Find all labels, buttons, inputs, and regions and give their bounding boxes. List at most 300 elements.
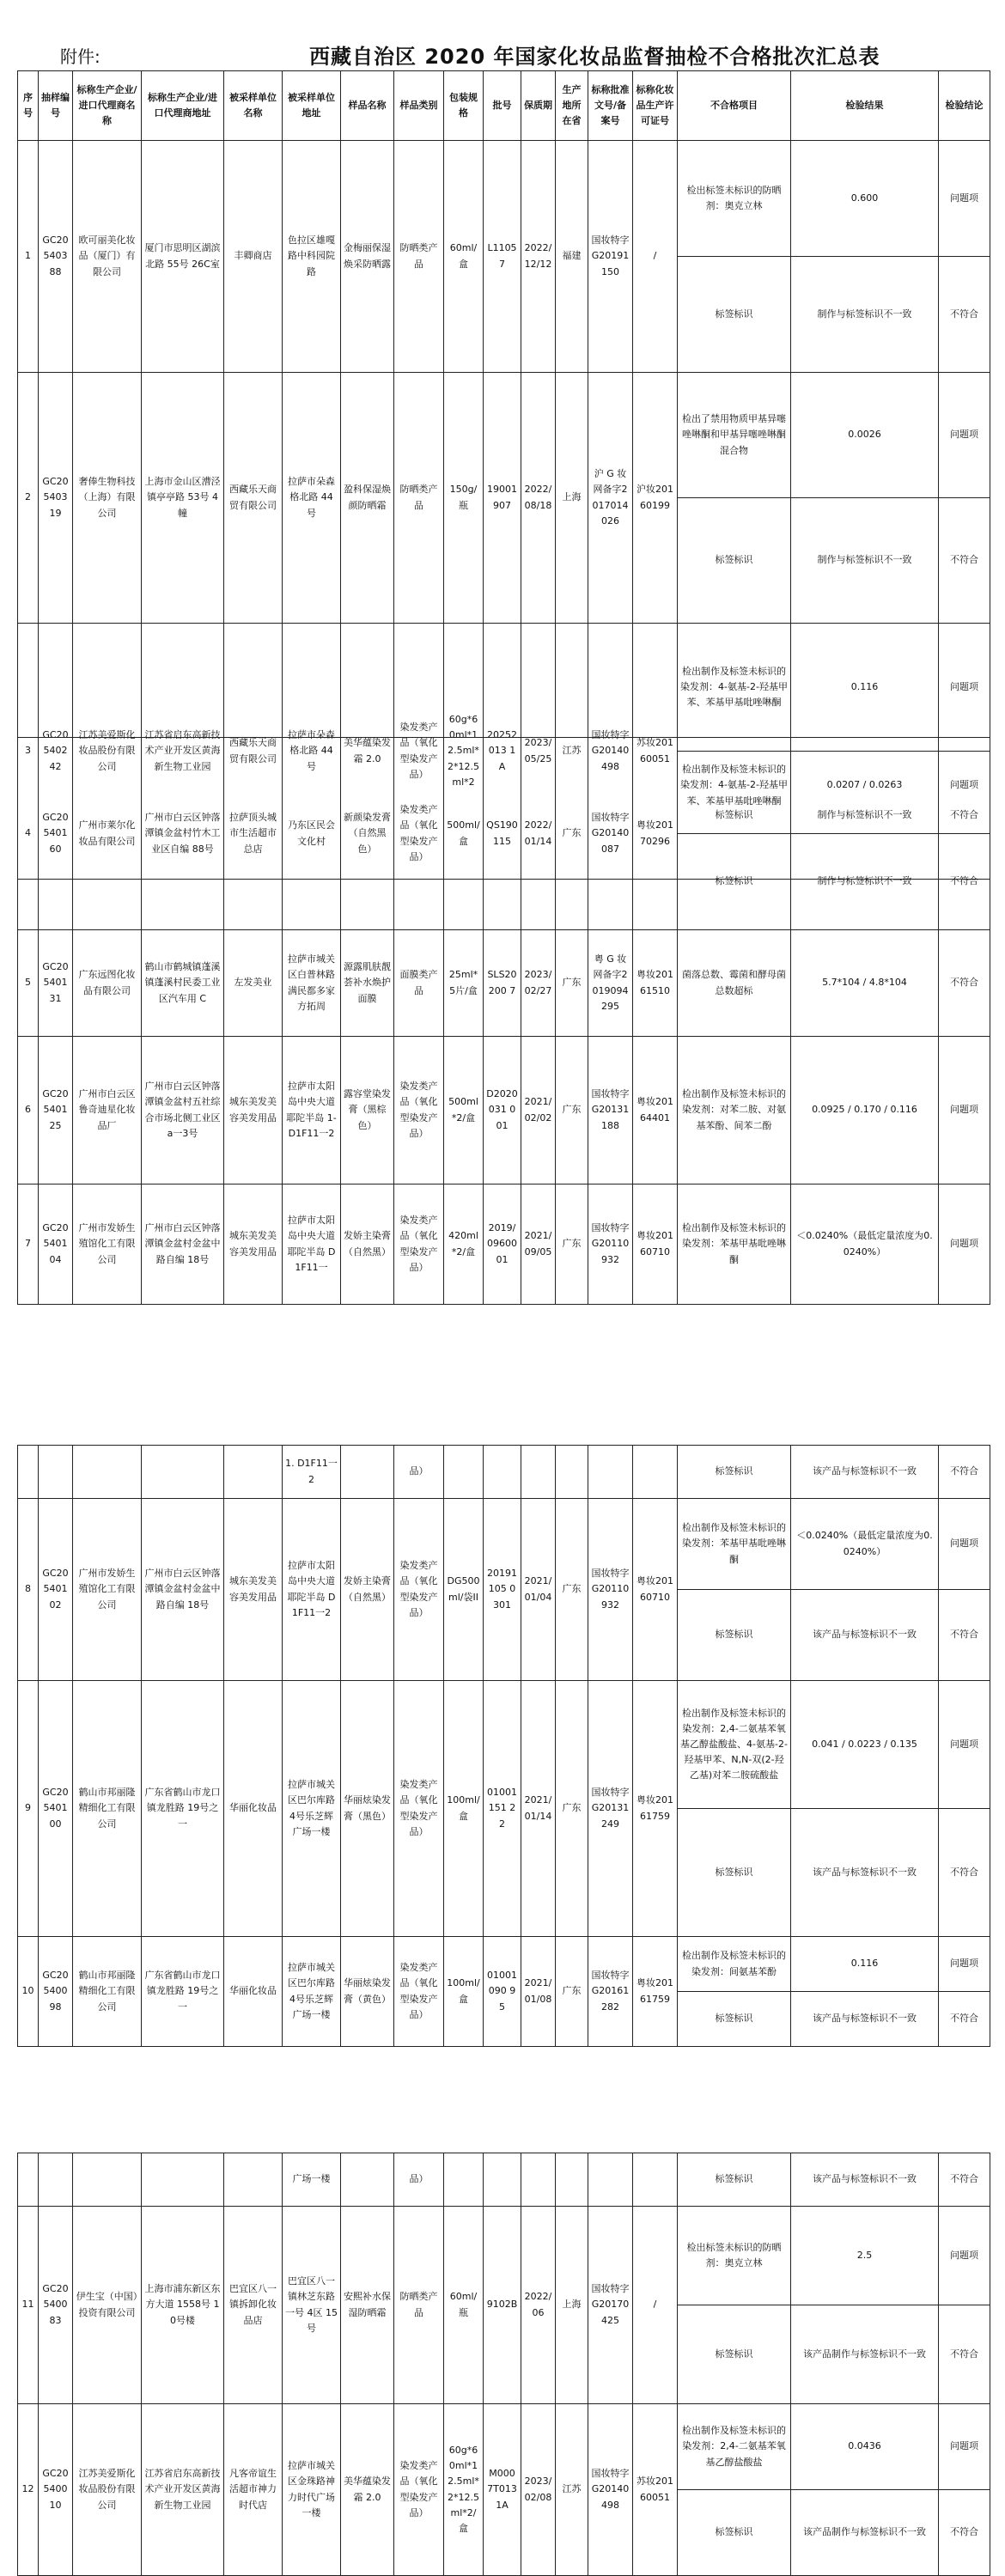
- sampled-unit-address: 色拉区雄嘎路中科园院路: [283, 141, 341, 373]
- sampled-unit-address: 拉萨市朵森格北路 44号: [283, 624, 341, 880]
- license-number: 粤妆20160710: [633, 1499, 678, 1681]
- approval-number: 国妆特字G20191150: [588, 141, 633, 373]
- license-number: 粤妆20161759: [633, 1937, 678, 2047]
- batch-number: 20191105 0301: [484, 1499, 521, 1681]
- product-name: 华丽炫染发膏（黑色）: [341, 1681, 394, 1937]
- table-row: [18, 1681, 990, 1809]
- failed-item: 检出制作及标签未标识的染发剂：对苯二胺、对氨基苯酚、间苯二酚: [678, 1037, 791, 1184]
- failed-item: 标签标识: [678, 1590, 791, 1681]
- product-category: 染发类产品（氧化型染发产品）: [394, 1037, 444, 1184]
- failed-item: 标签标识: [678, 1809, 791, 1937]
- empty-cell: [444, 2153, 484, 2207]
- expiry-date: 2021/01/14: [521, 1681, 556, 1937]
- province: 广东: [556, 738, 588, 930]
- province: 广东: [556, 930, 588, 1037]
- sampled-unit: 华丽化妆品: [224, 1937, 283, 2047]
- column-header: 检验结果: [791, 71, 939, 141]
- failed-item: 标签标识: [678, 1992, 791, 2047]
- empty-cell: [73, 2153, 142, 2207]
- failed-item: 检出制作及标签未标识的染发剂：苯基甲基吡唑啉酮: [678, 1184, 791, 1305]
- product-category: 防晒类产品: [394, 141, 444, 373]
- conclusion: 问题项: [939, 1681, 990, 1809]
- conclusion: 不符合: [939, 2490, 990, 2576]
- approval-number: 沪 G 妆网备字2017014026: [588, 373, 633, 624]
- test-result: 0.600: [791, 141, 939, 257]
- conclusion: 不符合: [939, 1590, 990, 1681]
- product-category: 染发类产品（氧化型染发产品）: [394, 1681, 444, 1937]
- package-spec: 500ml/盒: [444, 738, 484, 930]
- license-number: 沪妆20160199: [633, 373, 678, 624]
- license-number: 粤妆20160710: [633, 1184, 678, 1305]
- sampled-unit: 凡客帝谊生活超市神力时代店: [224, 2404, 283, 2576]
- row-number: 2: [18, 373, 39, 624]
- conclusion: 不符合: [939, 752, 990, 880]
- failed-item: 标签标识: [678, 752, 791, 880]
- failed-item: 检出制作及标签未标识的染发剂：4-氨基-2-羟基甲苯、苯基甲基吡唑啉酮: [678, 738, 791, 834]
- sampled-unit-address: 巴宜区八一镇林芝东路一号 4区 15号: [283, 2207, 341, 2404]
- continuation-row: [18, 2153, 990, 2207]
- test-result: 制作与标签标识不一致: [791, 498, 939, 624]
- batch-number: 20252013 1A: [484, 624, 521, 880]
- maker-name: 广州市发娇生殖馆化工有限公司: [73, 1184, 142, 1305]
- maker-address: 江苏省启东高新技术产业开发区黄海新生物工业园: [142, 2404, 224, 2576]
- test-result: 制作与标签标识不一致: [791, 752, 939, 880]
- conclusion: 不符合: [939, 2153, 990, 2207]
- approval-number: 国妆特字G20170425: [588, 2207, 633, 2404]
- maker-name: 江苏美爱斯化妆品股份有限公司: [73, 624, 142, 880]
- province: 上海: [556, 2207, 588, 2404]
- test-result: 该产品制作与标签标识不一致: [791, 2490, 939, 2576]
- product-name: 新颜染发膏（自然黑色）: [341, 738, 394, 930]
- package-spec: 60g*60ml*12.5ml*2*12.5ml*2/盒: [444, 2404, 484, 2576]
- sampled-unit-address: 拉萨市城关区巴尔库路 4号乐芝辉广场一楼: [283, 1681, 341, 1937]
- test-result: 该产品与标签标识不一致: [791, 1809, 939, 1937]
- sample-id: GC20540098: [39, 1937, 73, 2047]
- sampled-unit-address: 拉萨市太阳岛中央大道耶陀半岛 D1F11一: [283, 1184, 341, 1305]
- sample-id: GC20540242: [39, 624, 73, 880]
- product-name: 美华蕴染发霜 2.0: [341, 2404, 394, 2576]
- failed-item: 菌落总数、霉菌和酵母菌总数超标: [678, 930, 791, 1037]
- empty-cell: [521, 2153, 556, 2207]
- test-result: 5.7*104 / 4.8*104: [791, 930, 939, 1037]
- empty-cell: [73, 1446, 142, 1499]
- row-number: 5: [18, 930, 39, 1037]
- conclusion: 不符合: [939, 2305, 990, 2404]
- product-name: 发娇主染膏（自然黑）: [341, 1184, 394, 1305]
- product-category: 品）: [394, 1446, 444, 1499]
- conclusion: 不符合: [939, 834, 990, 930]
- conclusion: 问题项: [939, 141, 990, 257]
- product-name: 安熙补水保湿防晒霜: [341, 2207, 394, 2404]
- sample-id: GC20540104: [39, 1184, 73, 1305]
- sampled-unit-address: 拉萨市城关区金珠路神力时代广场一楼: [283, 2404, 341, 2576]
- package-spec: 100ml/盒: [444, 1937, 484, 2047]
- test-result: 0.0026: [791, 373, 939, 498]
- batch-number: QS190115: [484, 738, 521, 930]
- sample-id: GC20540100: [39, 1681, 73, 1937]
- license-number: /: [633, 2207, 678, 2404]
- maker-address: 广州市白云区钟落潭镇金盆村金盆中路自编 18号: [142, 1499, 224, 1681]
- province: 江苏: [556, 624, 588, 880]
- product-name: 美华蕴染发霜 2.0: [341, 624, 394, 880]
- column-header: 保质期: [521, 71, 556, 141]
- package-spec: 100ml/盒: [444, 1681, 484, 1937]
- continuation-row: [18, 1446, 990, 1499]
- row-number: 1: [18, 141, 39, 373]
- empty-cell: [484, 2153, 521, 2207]
- sampled-unit: 拉萨顶头城市生活超市总店: [224, 738, 283, 930]
- table-row: [18, 930, 990, 1037]
- row-number: 11: [18, 2207, 39, 2404]
- test-result: 该产品制作与标签标识不一致: [791, 2305, 939, 2404]
- row-number: 12: [18, 2404, 39, 2576]
- batch-number: 01001090 95: [484, 1937, 521, 2047]
- column-header: 样品类别: [394, 71, 444, 141]
- maker-name: 鹤山市邦丽隆精细化工有限公司: [73, 1681, 142, 1937]
- empty-cell: [556, 1446, 588, 1499]
- document-title: 西藏自治区 2020 年国家化妆品监督抽检不合格批次汇总表: [309, 45, 880, 69]
- failed-item: 检出了禁用物质甲基异噻唑啉酮和甲基异噻唑啉酮混合物: [678, 373, 791, 498]
- conclusion: 问题项: [939, 2207, 990, 2305]
- empty-cell: [588, 2153, 633, 2207]
- expiry-date: 2021/01/08: [521, 1937, 556, 2047]
- sampled-unit-address: 拉萨市城关区白普林路满民都多家方拓周: [283, 930, 341, 1037]
- failed-item: 标签标识: [678, 257, 791, 373]
- row-number: 3: [18, 624, 39, 880]
- license-number: 粤妆20161510: [633, 930, 678, 1037]
- test-result: 0.116: [791, 1937, 939, 1992]
- empty-cell: [484, 1446, 521, 1499]
- maker-address: 广州市白云区钟落潭镇金盆村竹木工业区自编 88号: [142, 738, 224, 930]
- sample-id: GC20540010: [39, 2404, 73, 2576]
- expiry-date: 2022/08/18: [521, 373, 556, 624]
- sample-id: GC20540388: [39, 141, 73, 373]
- column-header: 标称批准文号/备案号: [588, 71, 633, 141]
- table-row: [18, 141, 990, 257]
- column-header: 被采样单位名称: [224, 71, 283, 141]
- product-name: 源露肌肤靓荟补水焕护面膜: [341, 930, 394, 1037]
- failed-item: 标签标识: [678, 834, 791, 930]
- failed-item: 检出标签未标识的防晒剂：奥克立林: [678, 141, 791, 257]
- approval-number: 国妆特字G20140498: [588, 2404, 633, 2576]
- expiry-date: 2023/02/27: [521, 930, 556, 1037]
- empty-cell: [18, 1446, 39, 1499]
- approval-number: 粤 G 妆网备字2019094295: [588, 930, 633, 1037]
- sampled-unit: 华丽化妆品: [224, 1681, 283, 1937]
- product-category: 染发类产品（氧化型染发产品）: [394, 2404, 444, 2576]
- expiry-date: 2021/02/02: [521, 1037, 556, 1184]
- maker-address: 广州市白云区钟落潭镇金盆村金盆中路自编 18号: [142, 1184, 224, 1305]
- product-category: 防晒类产品: [394, 373, 444, 624]
- approval-number: 国妆特字G20161282: [588, 1937, 633, 2047]
- failed-item: 标签标识: [678, 2153, 791, 2207]
- test-result: 制作与标签标识不一致: [791, 257, 939, 373]
- test-result: 0.0925 / 0.170 / 0.116: [791, 1037, 939, 1184]
- maker-name: 江苏美爱斯化妆品股份有限公司: [73, 2404, 142, 2576]
- product-name: 露容堂染发膏（黑棕色）: [341, 1037, 394, 1184]
- failed-item: 检出制作及标签未标识的染发剂：4-氨基-2-羟基甲苯、苯基甲基吡唑啉酮: [678, 624, 791, 752]
- approval-number: 国妆特字G20110932: [588, 1499, 633, 1681]
- column-header: 样品名称: [341, 71, 394, 141]
- conclusion: 问题项: [939, 1499, 990, 1590]
- sampled-unit: 丰卿商店: [224, 141, 283, 373]
- product-name: 金梅丽保湿焕采防晒露: [341, 141, 394, 373]
- expiry-date: 2021/01/04: [521, 1499, 556, 1681]
- maker-name: 广州市莱尔化妆品有限公司: [73, 738, 142, 930]
- conclusion: 问题项: [939, 624, 990, 752]
- empty-cell: [39, 2153, 73, 2207]
- sample-id: GC20540319: [39, 373, 73, 624]
- sampled-unit-address: 拉萨市太阳岛中央大道耶陀半岛 1- D1F11一2: [283, 1037, 341, 1184]
- table-row: [18, 1499, 990, 1590]
- column-header: 标称生产企业/进口代理商地址: [142, 71, 224, 141]
- sampled-unit-address: 拉萨市太阳岛中央大道耶陀半岛 D1F11一2: [283, 1499, 341, 1681]
- sampled-unit: 城东美发美容美发用品: [224, 1499, 283, 1681]
- conclusion: 不符合: [939, 498, 990, 624]
- approval-number: 国妆特字G20110932: [588, 1184, 633, 1305]
- test-result: 该产品与标签标识不一致: [791, 1446, 939, 1499]
- license-number: /: [633, 141, 678, 373]
- approval-number: 国妆特字G20131188: [588, 1037, 633, 1184]
- failed-item: 检出制作及标签未标识的染发剂：2,4-二氨基苯氧基乙醇盐酸盐、4-氨基-2-羟基甲苯、N,N-双(2-羟乙基)对苯二胺硫酸盐: [678, 1681, 791, 1809]
- product-category: 染发类产品（氧化型染发产品）: [394, 1499, 444, 1681]
- column-header: 标称生产企业/进口代理商名称: [73, 71, 142, 141]
- sampled-unit: 西藏乐天商贸有限公司: [224, 373, 283, 624]
- conclusion: 不符合: [939, 257, 990, 373]
- row-number: 9: [18, 1681, 39, 1937]
- expiry-date: 2021/09/05: [521, 1184, 556, 1305]
- province: 广东: [556, 1184, 588, 1305]
- table-row: [18, 1937, 990, 1992]
- sampled-unit: 巴宜区八一镇拆卸化妆品店: [224, 2207, 283, 2404]
- row-number: 7: [18, 1184, 39, 1305]
- maker-address: 上海市金山区漕泾镇亭亭路 53号 4幢: [142, 373, 224, 624]
- empty-cell: [18, 2153, 39, 2207]
- test-result: 0.0436: [791, 2404, 939, 2490]
- province: 福建: [556, 141, 588, 373]
- empty-cell: [633, 2153, 678, 2207]
- conclusion: 不符合: [939, 1809, 990, 1937]
- sampled-unit-address: 乃东区民会文化村: [283, 738, 341, 930]
- column-header: 抽样编号: [39, 71, 73, 141]
- sampled-unit: 西藏乐天商贸有限公司: [224, 624, 283, 880]
- maker-name: 鹤山市邦丽隆精细化工有限公司: [73, 1937, 142, 2047]
- license-number: 粤妆20164401: [633, 1037, 678, 1184]
- sample-id: GC20540083: [39, 2207, 73, 2404]
- maker-address: 江苏省启东高新技术产业开发区黄海新生物工业园: [142, 624, 224, 880]
- column-header: 包装规格: [444, 71, 484, 141]
- column-header: 被采样单位地址: [283, 71, 341, 141]
- test-result: ＜0.0240%（最低定量浓度为0.0240%）: [791, 1499, 939, 1590]
- attachment-label: 附件:: [60, 46, 100, 67]
- license-number: 粤妆20161759: [633, 1681, 678, 1937]
- province: 广东: [556, 1937, 588, 2047]
- batch-number: 9102B: [484, 2207, 521, 2404]
- sample-id: GC20540125: [39, 1037, 73, 1184]
- maker-address: 广东省鹤山市龙口镇龙胜路 19号之一: [142, 1681, 224, 1937]
- package-spec: 60g*60ml*12.5ml*2*12.5ml*2: [444, 624, 484, 880]
- test-result: 2.5: [791, 2207, 939, 2305]
- empty-cell: [142, 1446, 224, 1499]
- test-result: ＜0.0240%（最低定量浓度为0.0240%）: [791, 1184, 939, 1305]
- package-spec: 150g/瓶: [444, 373, 484, 624]
- package-spec: 60ml/盒: [444, 141, 484, 373]
- package-spec: 25ml*5片/盒: [444, 930, 484, 1037]
- column-header: 不合格项目: [678, 71, 791, 141]
- row-number: 8: [18, 1499, 39, 1681]
- expiry-date: 2022/01/14: [521, 738, 556, 930]
- test-result: 0.041 / 0.0223 / 0.135: [791, 1681, 939, 1809]
- test-result: 0.116: [791, 624, 939, 752]
- expiry-date: 2022/12/12: [521, 141, 556, 373]
- province: 广东: [556, 1499, 588, 1681]
- conclusion: 问题项: [939, 738, 990, 834]
- empty-cell: [142, 2153, 224, 2207]
- expiry-date: 2022/06: [521, 2207, 556, 2404]
- column-header: 检验结论: [939, 71, 990, 141]
- license-number: 粤妆20170296: [633, 738, 678, 930]
- table-row: [18, 624, 990, 752]
- batch-number: L11057: [484, 141, 521, 373]
- test-result: 0.0207 / 0.0263: [791, 738, 939, 834]
- batch-number: 01001151 22: [484, 1681, 521, 1937]
- package-spec: 500ml*2/盒: [444, 1037, 484, 1184]
- conclusion: 问题项: [939, 1037, 990, 1184]
- product-category: 染发类产品（氧化型染发产品）: [394, 738, 444, 930]
- table-page-4: [17, 2153, 990, 2576]
- maker-address: 广东省鹤山市龙口镇龙胜路 19号之一: [142, 1937, 224, 2047]
- failed-item: 标签标识: [678, 2305, 791, 2404]
- failed-item: 标签标识: [678, 2490, 791, 2576]
- conclusion: 问题项: [939, 1937, 990, 1992]
- empty-cell: [521, 1446, 556, 1499]
- table-row: [18, 1037, 990, 1184]
- sample-id: GC20540102: [39, 1499, 73, 1681]
- test-result: 制作与标签标识不一致: [791, 834, 939, 930]
- conclusion: 问题项: [939, 373, 990, 498]
- table-page-2: [17, 737, 990, 1305]
- empty-cell: [633, 1446, 678, 1499]
- table-row: [18, 1184, 990, 1305]
- failed-item: 检出制作及标签未标识的染发剂：2,4-二氨基苯氧基乙醇盐酸盐: [678, 2404, 791, 2490]
- province: 广东: [556, 1681, 588, 1937]
- column-header: 批号: [484, 71, 521, 141]
- license-number: 苏妆20160051: [633, 2404, 678, 2576]
- package-spec: 60ml/瓶: [444, 2207, 484, 2404]
- maker-address: 上海市浦东新区东方大道 1558号 10号楼: [142, 2207, 224, 2404]
- failed-item: 标签标识: [678, 1446, 791, 1499]
- sampled-unit: 左发美业: [224, 930, 283, 1037]
- row-number: 10: [18, 1937, 39, 2047]
- maker-name: 广州市发娇生殖馆化工有限公司: [73, 1499, 142, 1681]
- conclusion: 问题项: [939, 2404, 990, 2490]
- table-header-row: [18, 71, 990, 141]
- failed-item: 检出标签未标识的防晒剂：奥克立林: [678, 2207, 791, 2305]
- product-name: 发娇主染膏（自然黑）: [341, 1499, 394, 1681]
- sampled-unit: 城东美发美容美发用品: [224, 1037, 283, 1184]
- empty-cell: [39, 1446, 73, 1499]
- maker-address: 广州市白云区钟落潭镇金盆村五社综合市场北侧工业区 a一3号: [142, 1037, 224, 1184]
- test-result: 该产品与标签标识不一致: [791, 2153, 939, 2207]
- row-number: 4: [18, 738, 39, 930]
- maker-address: 鹤山市鹤城镇蓬溪镇蓬溪村民委工业区汽车用 C: [142, 930, 224, 1037]
- approval-number: 国妆特字G20140087: [588, 738, 633, 930]
- table-row: [18, 738, 990, 834]
- batch-number: D2020031 001: [484, 1037, 521, 1184]
- failed-item: 标签标识: [678, 498, 791, 624]
- license-number: 苏妆20160051: [633, 624, 678, 880]
- failed-item: 检出制作及标签未标识的染发剂：间氨基苯酚: [678, 1937, 791, 1992]
- province: 广东: [556, 1037, 588, 1184]
- column-header: 标称化妆品生产许可证号: [633, 71, 678, 141]
- maker-name: 伊生宝（中国）投资有限公司: [73, 2207, 142, 2404]
- province: 上海: [556, 373, 588, 624]
- province: 江苏: [556, 2404, 588, 2576]
- batch-number: SLS20200 7: [484, 930, 521, 1037]
- approval-number: 国妆特字G20140498: [588, 624, 633, 880]
- product-name: 盈科保湿焕颜防晒霜: [341, 373, 394, 624]
- package-spec: DG500ml/袋II: [444, 1499, 484, 1681]
- sample-id: GC20540131: [39, 930, 73, 1037]
- maker-name: 广州市白云区鲁奇迪星化妆品厂: [73, 1037, 142, 1184]
- row-number: 6: [18, 1037, 39, 1184]
- sampled-unit-address: 拉萨市朵森格北路 44号: [283, 373, 341, 624]
- conclusion: 不符合: [939, 1992, 990, 2047]
- table-page-3: [17, 1445, 990, 2047]
- product-category: 面膜类产品: [394, 930, 444, 1037]
- empty-cell: [588, 1446, 633, 1499]
- table-row: [18, 2207, 990, 2305]
- sampled-unit: 城东美发美容美发用品: [224, 1184, 283, 1305]
- expiry-date: 2023/02/08: [521, 2404, 556, 2576]
- expiry-date: 2023/05/25: [521, 624, 556, 880]
- product-category: 染发类产品（氧化型染发产品）: [394, 624, 444, 880]
- product-name: 华丽炫染发膏（黄色）: [341, 1937, 394, 2047]
- maker-name: 广东远图化妆品有限公司: [73, 930, 142, 1037]
- table-row: [18, 373, 990, 498]
- sampled-unit-address: 1. D1F11一2: [283, 1446, 341, 1499]
- product-category: 防晒类产品: [394, 2207, 444, 2404]
- batch-number: 19001907: [484, 373, 521, 624]
- empty-cell: [224, 2153, 283, 2207]
- conclusion: 问题项: [939, 1184, 990, 1305]
- batch-number: 2019/0960001: [484, 1184, 521, 1305]
- column-header: 生产地所在省: [556, 71, 588, 141]
- conclusion: 不符合: [939, 1446, 990, 1499]
- batch-number: M0007T013 1A: [484, 2404, 521, 2576]
- conclusion: 不符合: [939, 930, 990, 1037]
- empty-cell: [556, 2153, 588, 2207]
- sampled-unit-address: 广场一楼: [283, 2153, 341, 2207]
- product-category: 染发类产品（氧化型染发产品）: [394, 1184, 444, 1305]
- maker-name: 欧可丽美化妆品（厦门）有限公司: [73, 141, 142, 373]
- test-result: 该产品与标签标识不一致: [791, 1992, 939, 2047]
- sampled-unit-address: 拉萨市城关区巴尔库路 4号乐芝辉广场一楼: [283, 1937, 341, 2047]
- empty-cell: [444, 1446, 484, 1499]
- package-spec: 420ml*2/盒: [444, 1184, 484, 1305]
- product-category: 品）: [394, 2153, 444, 2207]
- maker-name: 奢俸生物科技（上海）有限公司: [73, 373, 142, 624]
- empty-cell: [224, 1446, 283, 1499]
- sample-id: GC20540160: [39, 738, 73, 930]
- column-header: 序号: [18, 71, 39, 141]
- failed-item: 检出制作及标签未标识的染发剂：苯基甲基吡唑啉酮: [678, 1499, 791, 1590]
- test-result: 该产品与标签标识不一致: [791, 1590, 939, 1681]
- empty-cell: [341, 1446, 394, 1499]
- product-category: 染发类产品（氧化型染发产品）: [394, 1937, 444, 2047]
- approval-number: 国妆特字G20131249: [588, 1681, 633, 1937]
- table-row: [18, 2404, 990, 2490]
